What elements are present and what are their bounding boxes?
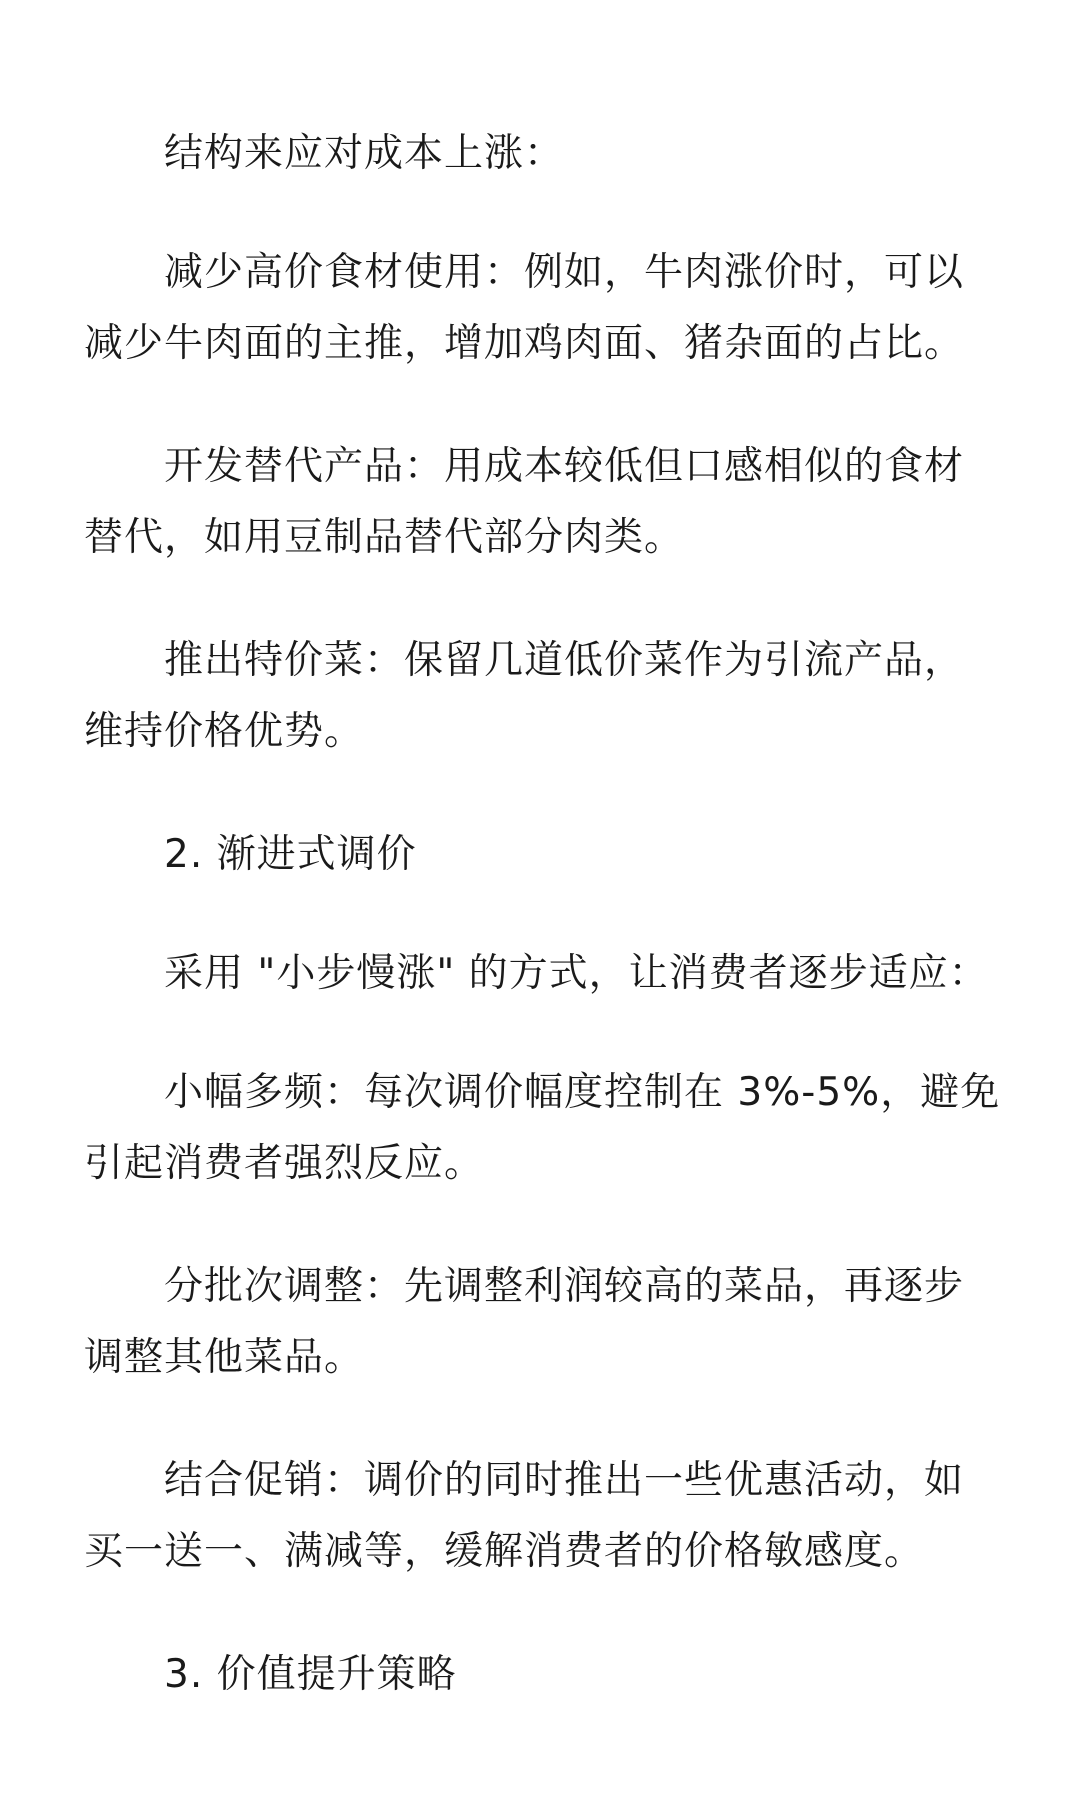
paragraph-develop-substitutes: 开发替代产品：用成本较低但口感相似的食材替代，如用豆制品替代部分肉类。 <box>84 444 965 560</box>
paragraph-intro: 结构来应对成本上涨： <box>164 131 565 176</box>
section-heading-value-improvement: 3. 价值提升策略 <box>164 1652 457 1697</box>
paragraph-reduce-expensive-ingredients: 减少高价食材使用：例如，牛肉涨价时，可以减少牛肉面的主推，增加鸡肉面、猪杂面的占比。 <box>84 250 965 366</box>
article-body <box>84 118 1002 1758</box>
paragraph-combine-promotion: 结合促销：调价的同时推出一些优惠活动，如买一送一、满减等，缓解消费者的价格敏感度。 <box>84 1458 965 1574</box>
paragraph-batch-adjustment: 分批次调整：先调整利润较高的菜品，再逐步调整其他菜品。 <box>84 1264 965 1380</box>
paragraph-small-frequent: 小幅多频：每次调价幅度控制在 3%-5%，避免引起消费者强烈反应。 <box>84 1070 1001 1186</box>
paragraph-special-dishes: 推出特价菜：保留几道低价菜作为引流产品，维持价格优势。 <box>84 638 965 754</box>
section-heading-gradual-pricing: 2. 渐进式调价 <box>164 832 417 877</box>
paragraph-small-steps: 采用 "小步慢涨" 的方式，让消费者逐步适应： <box>164 951 989 996</box>
